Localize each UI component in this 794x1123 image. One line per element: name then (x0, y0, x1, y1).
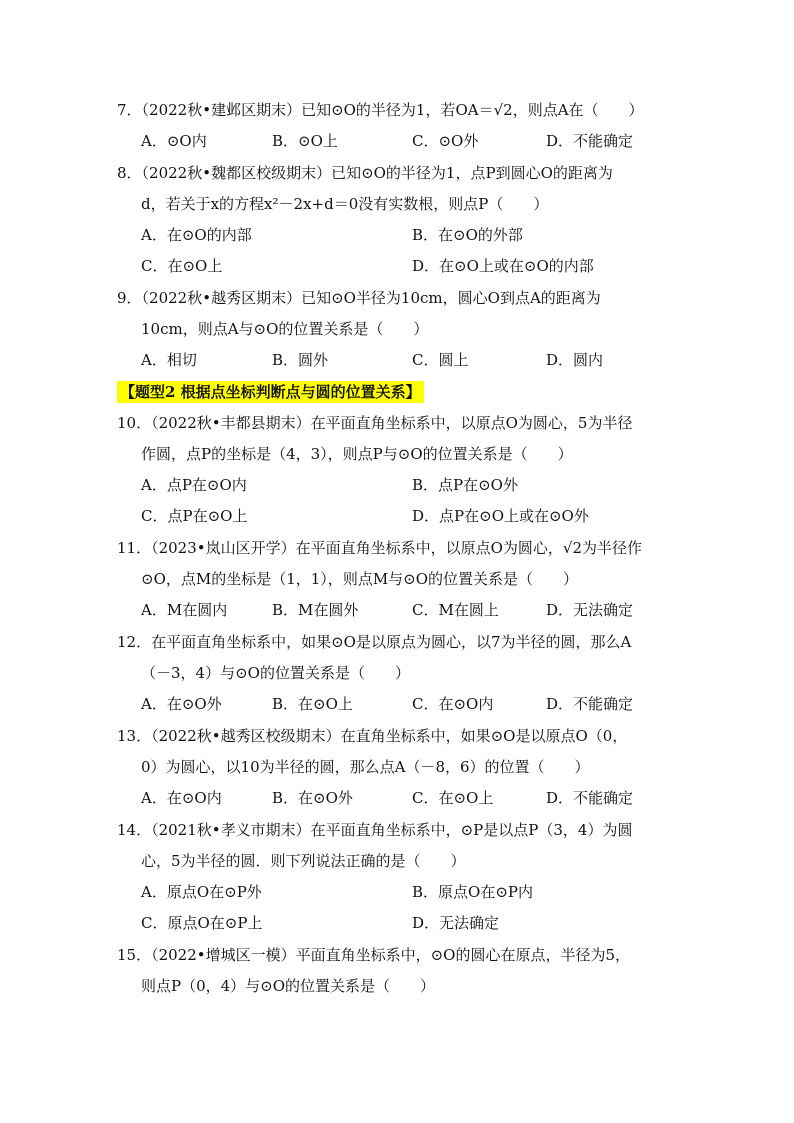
question-12-option-b: B．在⊙O上 (272, 695, 353, 713)
question-11-option-a: A．M在圆内 (141, 601, 228, 619)
question-12-option-c: C．在⊙O内 (412, 695, 494, 713)
question-8-line-1: 8．（2022秋•魏都区校级期末）已知⊙O的半径为1，点P到圆心O的距离为 (117, 164, 613, 182)
question-14-option-c: C．原点O在⊙P上 (141, 914, 263, 932)
question-9-line-2: 10cm，则点A与⊙O的位置关系是（ ） (141, 320, 429, 338)
question-8-option-c: C．在⊙O上 (141, 257, 223, 275)
question-12-option-d: D．不能确定 (546, 695, 634, 713)
question-13-line-1: 13．（2022秋•越秀区校级期末）在直角坐标系中，如果⊙O是以原点O（0， (117, 727, 628, 745)
question-15-line-2: 则点P（0，4）与⊙O的位置关系是（ ） (141, 977, 436, 995)
question-15-line-1: 15．（2022•增城区一模）平面直角坐标系中，⊙O的圆心在原点，半径为5， (117, 946, 631, 964)
question-14-option-d: D．无法确定 (412, 914, 500, 932)
question-14-option-b: B．原点O在⊙P内 (412, 883, 533, 901)
question-9-option-a: A．相切 (141, 351, 197, 369)
question-9-option-b: B．圆外 (272, 351, 329, 369)
question-7-option-b: B．⊙O上 (272, 132, 338, 150)
question-9-option-d: D．圆内 (546, 351, 604, 369)
question-10-option-a: A．点P在⊙O内 (141, 476, 247, 494)
question-10-line-1: 10．（2022秋•丰都县期末）在平面直角坐标系中，以原点O为圆心，5为半径 (117, 414, 633, 432)
question-10-option-b: B．点P在⊙O外 (412, 476, 518, 494)
question-8-option-d: D．在⊙O上或在⊙O的内部 (412, 257, 594, 275)
question-13-option-d: D．不能确定 (546, 789, 634, 807)
question-14-option-a: A．原点O在⊙P外 (141, 883, 262, 901)
question-10-option-c: C．点P在⊙O上 (141, 507, 248, 525)
question-11-option-d: D．无法确定 (546, 601, 634, 619)
question-9-option-c: C．圆上 (412, 351, 469, 369)
question-12-option-a: A．在⊙O外 (141, 695, 222, 713)
section-title: 【题型2 根据点坐标判断点与圆的位置关系】 (117, 381, 424, 403)
question-12-line-1: 12．在平面直角坐标系中，如果⊙O是以原点为圆心，以7为半径的圆，那么A (117, 633, 632, 651)
question-14-line-1: 14．（2021秋•孝义市期末）在平面直角坐标系中，⊙P是以点P（3，4）为圆 (117, 821, 633, 839)
question-13-option-a: A．在⊙O内 (141, 789, 222, 807)
question-13-line-2: 0）为圆心，以10为半径的圆，那么点A（－8，6）的位置（ ） (141, 758, 590, 776)
question-8-line-2: d，若关于x的方程x²－2x+d＝0没有实数根，则点P（ ） (141, 195, 549, 213)
question-11-option-b: B．M在圆外 (272, 601, 359, 619)
question-7-line-1: 7．（2022秋•建邺区期末）已知⊙O的半径为1，若OA＝√2，则点A在（ ） (117, 101, 644, 119)
question-7-option-d: D．不能确定 (546, 132, 634, 150)
question-9-line-1: 9．（2022秋•越秀区期末）已知⊙O半径为10cm，圆心O到点A的距离为 (117, 289, 601, 307)
question-12-line-2: （－3，4）与⊙O的位置关系是（ ） (141, 664, 410, 682)
question-11-option-c: C．M在圆上 (412, 601, 499, 619)
question-13-option-c: C．在⊙O上 (412, 789, 494, 807)
question-11-line-2: ⊙O，点M的坐标是（1，1），则点M与⊙O的位置关系是（ ） (141, 570, 579, 588)
question-10-option-d: D．点P在⊙O上或在⊙O外 (412, 507, 589, 525)
question-8-option-b: B．在⊙O的外部 (412, 226, 523, 244)
question-13-option-b: B．在⊙O外 (272, 789, 353, 807)
question-14-line-2: 心，5为半径的圆．则下列说法正确的是（ ） (141, 852, 466, 870)
question-10-line-2: 作圆，点P的坐标是（4，3），则点P与⊙O的位置关系是（ ） (141, 445, 573, 463)
question-7-option-a: A．⊙O内 (141, 132, 207, 150)
question-11-line-1: 11．（2023•岚山区开学）在平面直角坐标系中，以原点O为圆心，√2为半径作 (117, 539, 643, 557)
question-7-option-c: C．⊙O外 (412, 132, 479, 150)
question-8-option-a: A．在⊙O的内部 (141, 226, 252, 244)
